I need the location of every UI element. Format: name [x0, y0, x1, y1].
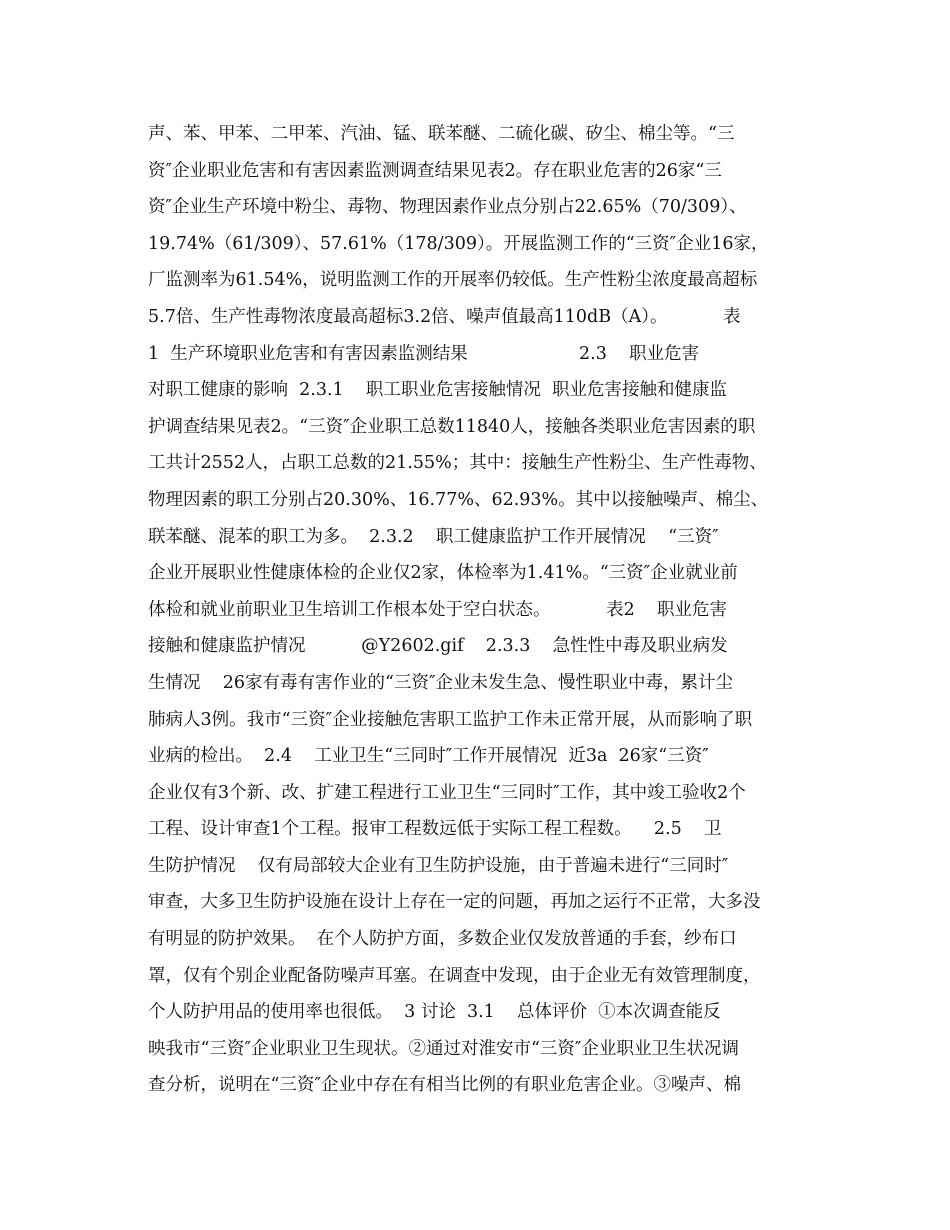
text-line: 工共计2552人，占职工总数的21.55%；其中：接触生产性粉尘、生产性毒物、: [148, 453, 767, 474]
text-line: 工程、设计审查1个工程。报审工程数远低于实际工程工程数。 2.5 卫: [148, 819, 722, 840]
text-line: 接触和健康监护情况 @Y2602.gif 2.3.3 急性性中毒及职业病发: [148, 636, 728, 657]
text-line: 联苯醚、混苯的职工为多。 2.3.2 职工健康监护工作开展情况 “三资″: [148, 526, 719, 547]
text-line: 体检和就业前职业卫生培训工作根本处于空白状态。 表2 职业危害: [148, 599, 728, 620]
text-line: 物理因素的职工分别占20.30%、16.77%、62.93%。其中以接触噪声、棉尘、: [148, 489, 769, 510]
text-line: 映我市“三资″企业职业卫生现状。②通过对淮安市“三资″企业职业卫生状况调: [148, 1038, 739, 1059]
text-line: 19.74%（61/309）、57.61%（178/309）。开展监测工作的“三资″企业16家，: [148, 233, 769, 254]
text-line: 厂监测率为61.54%，说明监测工作的开展率仍较低。生产性粉尘浓度最高超标: [148, 270, 758, 291]
text-line: 业病的检出。 2.4 工业卫生“三同时″工作开展情况 近3a 26家“三资″: [148, 746, 709, 767]
text-line: 护调查结果见表2。“三资″企业职工总数11840人，接触各类职业危害因素的职: [148, 416, 756, 437]
text-line: 声、苯、甲苯、二甲苯、汽油、锰、联苯醚、二硫化碳、矽尘、棉尘等。“三: [148, 124, 735, 144]
text-line: 资″企业生产环境中粉尘、毒物、物理因素作业点分别占22.65%（70/309）、: [148, 197, 747, 218]
text-line: 罩，仅有个别企业配备防噪声耳塞。在调查中发现，由于企业无有效管理制度，: [148, 965, 761, 986]
text-line: 个人防护用品的使用率也很低。 3 讨论 3.1 总体评价 ①本次调查能反: [148, 1002, 721, 1023]
text-line: 企业开展职业性健康体检的企业仅2家，体检率为1.41%。“三资″企业就业前: [148, 563, 738, 584]
text-line: 企业仅有3个新、改、扩建工程进行工业卫生“三同时″工作，其中竣工验收2个: [148, 782, 746, 803]
text-line: 生情况 26家有毒有害作业的“三资″企业未发生急、慢性职业中毒，累计尘: [148, 672, 734, 693]
text-line: 对职工健康的影响 2.3.1 职工职业危害接触情况 职业危害接触和健康监: [148, 380, 728, 401]
body-text: [148, 116, 803, 1104]
text-line: 资″企业职业危害和有害因素监测调查结果见表2。存在职业危害的26家“三: [148, 160, 722, 181]
text-line: 肺病人3例。我市“三资″企业接触危害职工监护工作未正常开展，从而影响了职: [148, 709, 753, 730]
text-line: 审查，大多卫生防护设施在设计上存在一定的问题，再加之运行不正常，大多没: [148, 892, 761, 913]
text-line: 生防护情况 仅有局部较大企业有卫生防护设施，由于普遍未进行“三同时″: [148, 855, 729, 876]
text-line: 1 生产环境职业危害和有害因素监测结果 2.3 职业危害: [148, 343, 700, 364]
text-line: 有明显的防护效果。 在个人防护方面，多数企业仅发放普通的手套，纱布口: [148, 929, 737, 950]
text-line: 5.7倍、生产性毒物浓度最高超标3.2倍、噪声值最高110dB（A）。 表: [148, 306, 741, 327]
text-line: 查分析，说明在“三资″企业中存在有相当比例的有职业危害企业。③噪声、棉: [148, 1075, 741, 1096]
